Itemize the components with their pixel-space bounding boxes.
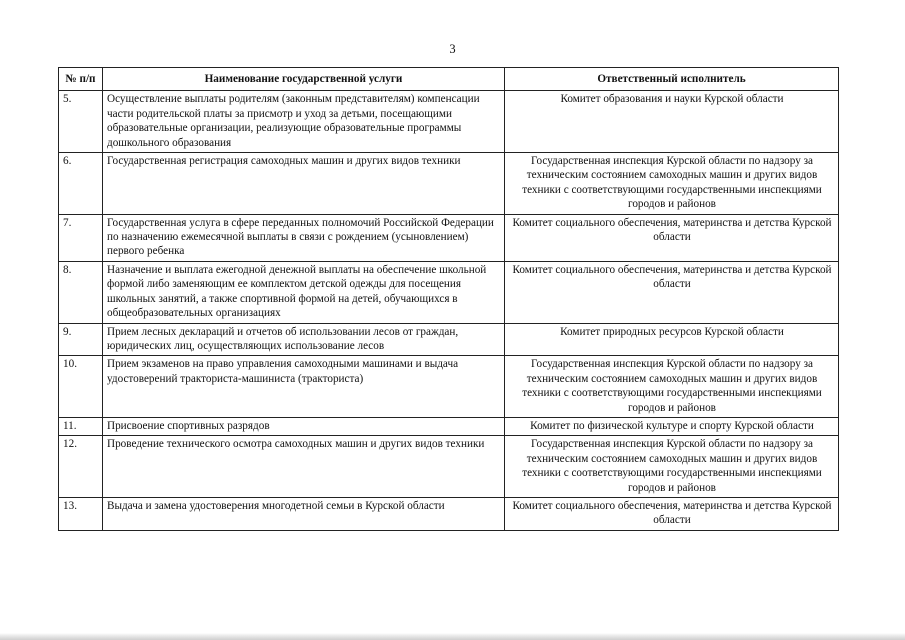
row-number: 12. (59, 436, 103, 498)
table-row (59, 497, 839, 530)
responsible-executor: Комитет по физической культуре и спорту Курской области (505, 417, 839, 435)
table-row (59, 214, 839, 261)
responsible-executor: Государственная инспекция Курской области по надзору за техническим состоянием самоходных машин и других видов техники с соответствующими государственными инспекциями городов и районов (505, 153, 839, 215)
page-number: 3 (449, 42, 456, 56)
service-name: Прием экзаменов на право управления самоходными машинами и выдача удостоверений тракториста-машиниста (тракториста) (103, 356, 505, 418)
table-row (59, 417, 839, 435)
row-number: 6. (59, 153, 103, 215)
responsible-executor: Комитет социального обеспечения, материнства и детства Курской области (505, 214, 839, 261)
table-row (59, 153, 839, 215)
row-number: 13. (59, 497, 103, 530)
responsible-executor: Комитет социального обеспечения, материнства и детства Курской области (505, 261, 839, 323)
service-name: Государственная услуга в сфере переданных полномочий Российской Федерации по назначению ежемесячной выплаты в связи с рождением (усыновлением) первого ребенка (103, 214, 505, 261)
service-name: Назначение и выплата ежегодной денежной выплаты на обеспечение школьной формой либо заменяющим ее комплектом детской одежды для посещения школьных занятий, а также спортивной формой на детей, обучающихся в общеобразовательных организациях (103, 261, 505, 323)
service-name: Выдача и замена удостоверения многодетной семьи в Курской области (103, 497, 505, 530)
service-name: Государственная регистрация самоходных машин и других видов техники (103, 153, 505, 215)
table-header-row (59, 68, 839, 91)
header-number: № п/п (59, 68, 103, 91)
row-number: 8. (59, 261, 103, 323)
responsible-executor: Комитет социального обеспечения, материнства и детства Курской области (505, 497, 839, 530)
responsible-executor: Комитет природных ресурсов Курской области (505, 323, 839, 356)
table-row (59, 261, 839, 323)
row-number: 11. (59, 417, 103, 435)
table-row (59, 436, 839, 498)
service-name: Прием лесных деклараций и отчетов об использовании лесов от граждан, юридических лиц, осуществляющих использование лесов (103, 323, 505, 356)
header-executor: Ответственный исполнитель (505, 68, 839, 91)
service-name: Осуществление выплаты родителям (законным представителям) компенсации части родительской платы за присмотр и уход за детьми, посещающими образовательные организации, реализующие образовательные программы дошкольного образования (103, 91, 505, 153)
responsible-executor: Комитет образования и науки Курской области (505, 91, 839, 153)
table-row (59, 91, 839, 153)
services-table (58, 67, 839, 531)
service-name: Присвоение спортивных разрядов (103, 417, 505, 435)
header-service-name: Наименование государственной услуги (103, 68, 505, 91)
responsible-executor: Государственная инспекция Курской области по надзору за техническим состоянием самоходных машин и других видов техники с соответствующими государственными инспекциями городов и районов (505, 356, 839, 418)
service-name: Проведение технического осмотра самоходных машин и других видов техники (103, 436, 505, 498)
table-row (59, 323, 839, 356)
row-number: 10. (59, 356, 103, 418)
row-number: 9. (59, 323, 103, 356)
responsible-executor: Государственная инспекция Курской области по надзору за техническим состоянием самоходных машин и других видов техники с соответствующими государственными инспекциями городов и районов (505, 436, 839, 498)
row-number: 5. (59, 91, 103, 153)
table-row (59, 356, 839, 418)
row-number: 7. (59, 214, 103, 261)
scan-bottom-edge (0, 633, 905, 640)
